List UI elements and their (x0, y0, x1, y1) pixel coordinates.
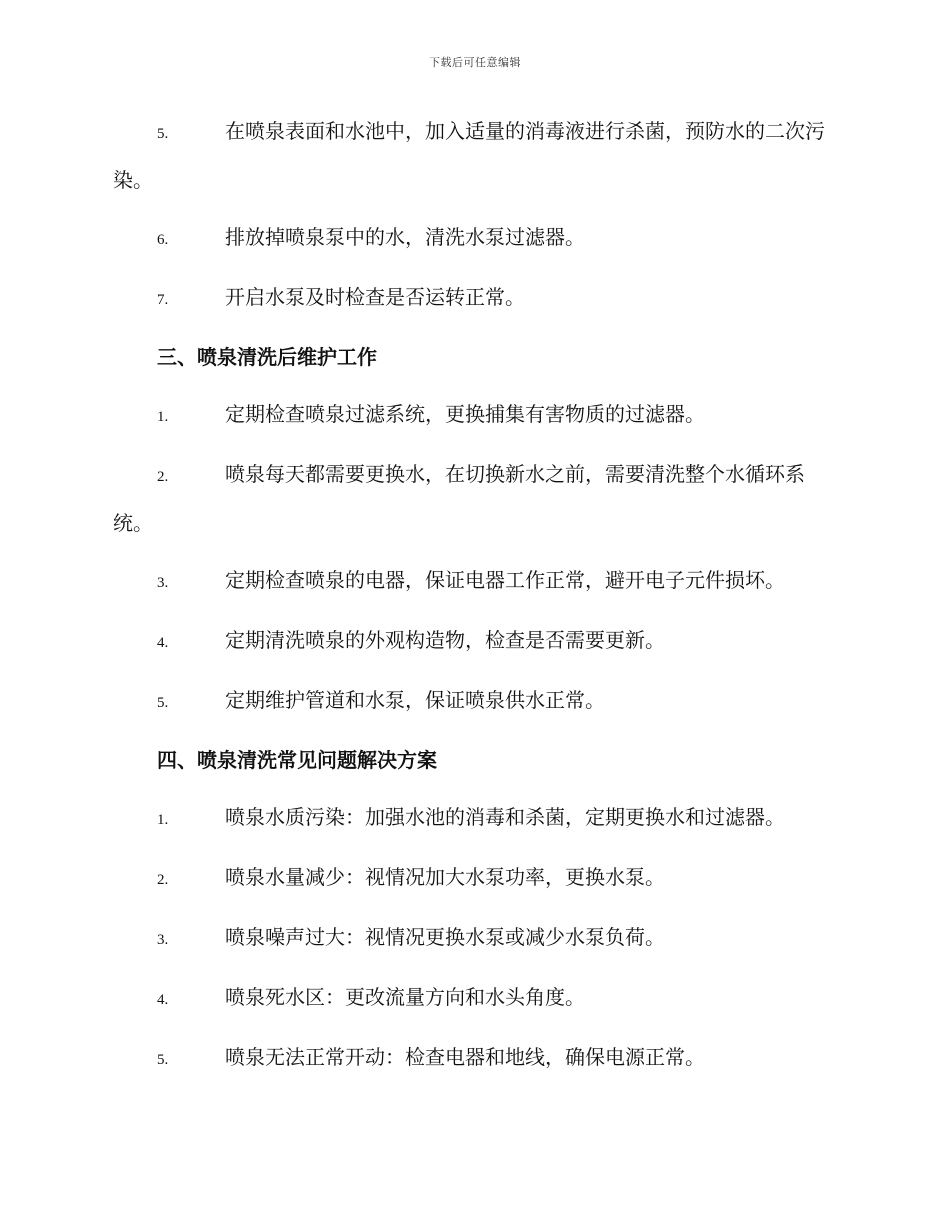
list-item-number: 7. (157, 292, 169, 308)
list-item-number: 1. (157, 812, 169, 828)
list-item-text: 喷泉死水区：更改流量方向和水头角度。 (225, 985, 585, 1009)
list-item-text: 定期维护管道和水泵，保证喷泉供水正常。 (225, 688, 605, 712)
section-heading: 四、喷泉清洗常见问题解决方案 (157, 748, 437, 772)
list-item-text: 开启水泵及时检查是否运转正常。 (225, 285, 525, 309)
list-item (113, 617, 838, 666)
list-item-text: 排放掉喷泉泵中的水，清洗水泵过滤器。 (225, 225, 585, 249)
list-item-text: 喷泉噪声过大：视情况更换水泵或减少水泵负荷。 (225, 925, 665, 949)
list-item (113, 391, 838, 440)
list-item-number: 4. (157, 992, 169, 1008)
list-item (113, 274, 838, 323)
list-item-text: 喷泉无法正常开动：检查电器和地线，确保电源正常。 (225, 1045, 705, 1069)
list-item (113, 914, 838, 963)
list-item (113, 854, 838, 903)
list-item-number: 5. (157, 126, 169, 142)
list-item-number: 5. (157, 1052, 169, 1068)
list-item-text: 在喷泉表面和水池中，加入适量的消毒液进行杀菌，预防水的二次污染。 (113, 119, 825, 192)
list-item-text: 喷泉水质污染：加强水池的消毒和杀菌，定期更换水和过滤器。 (225, 805, 785, 829)
list-item (113, 214, 838, 263)
list-item-number: 3. (157, 932, 169, 948)
list-item (113, 108, 838, 203)
list-item-text: 定期检查喷泉过滤系统，更换捕集有害物质的过滤器。 (225, 402, 705, 426)
list-item-text: 喷泉每天都需要更换水，在切换新水之前，需要清洗整个水循环系统。 (113, 462, 805, 535)
list-item (113, 794, 838, 843)
list-item-number: 2. (157, 872, 169, 888)
section-heading: 三、喷泉清洗后维护工作 (157, 345, 377, 369)
list-item-text: 定期清洗喷泉的外观构造物，检查是否需要更新。 (225, 628, 665, 652)
list-item-number: 6. (157, 232, 169, 248)
list-item (113, 451, 838, 546)
list-item-number: 3. (157, 575, 169, 591)
page-header: 下载后可任意编辑 (429, 56, 521, 69)
list-item-text: 喷泉水量减少：视情况加大水泵功率，更换水泵。 (225, 865, 665, 889)
list-item (113, 557, 838, 606)
list-item-number: 4. (157, 635, 169, 651)
list-item (113, 974, 838, 1023)
list-item-text: 定期检查喷泉的电器，保证电器工作正常，避开电子元件损坏。 (225, 568, 785, 592)
list-item (113, 1034, 838, 1083)
list-item-number: 1. (157, 409, 169, 425)
list-item-number: 2. (157, 469, 169, 485)
document-body (113, 108, 838, 1094)
list-item-number: 5. (157, 695, 169, 711)
list-item (113, 677, 838, 726)
